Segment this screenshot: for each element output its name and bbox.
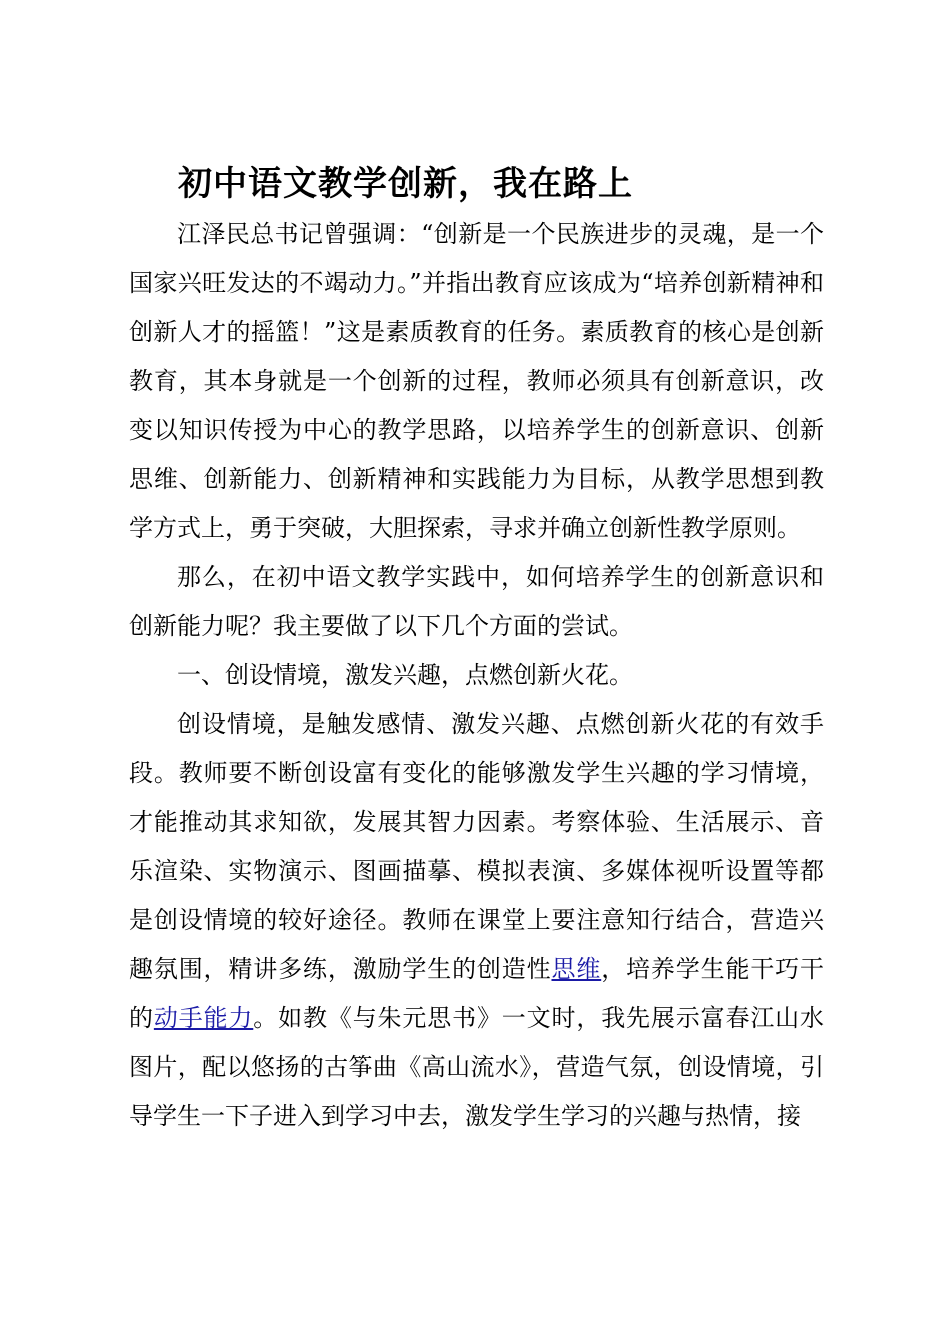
paragraph <box>129 651 824 700</box>
paragraph <box>129 210 824 553</box>
inline-link[interactable]: 思维 <box>551 955 602 983</box>
paragraph-text: 那么，在初中语文教学实践中，如何培养学生的创新意识和创新能力呢？我主要做了以下几个方面的尝试。 <box>129 563 824 640</box>
paragraph-text: 。如教《与朱元思书》一文时，我先展示富春江山水图片，配以悠扬的古筝曲《高山流水》，营造气氛，创设情境，引导学生一下子进入到学习中去，激发学生学习的兴趣与热情，接 <box>129 1004 825 1130</box>
inline-link[interactable]: 动手能力 <box>153 1004 254 1032</box>
document-body <box>129 210 824 1141</box>
paragraph-text: ，培养学生能干巧干的 <box>129 955 825 1032</box>
paragraph-text: 一、创设情境，激发兴趣，点燃创新火花。 <box>177 661 633 689</box>
paragraph-text: 江泽民总书记曾强调：“创新是一个民族进步的灵魂，是一个国家兴旺发达的不竭动力。”并指出教育应该成为“培养创新精神和创新人才的摇篮！”这是素质教育的任务。素质教育的核心是创新教育，其本身就是一个创新的过程，教师必须具有创新意识，改变以知识传授为中心的教学思路，以培养学生的创新意识、创新思维、创新能力、创新精神和实践能力为目标，从教学思想到教学方式上，勇于突破，大胆探索，寻求并确立创新性教学原则。 <box>129 220 824 542</box>
document-title: 初中语文教学创新，我在路上 <box>178 164 633 204</box>
paragraph <box>129 553 824 651</box>
paragraph <box>129 700 824 1141</box>
paragraph-text: 创设情境，是触发感情、激发兴趣、点燃创新火花的有效手段。教师要不断创设富有变化的能够激发学生兴趣的学习情境，才能推动其求知欲，发展其智力因素。考察体验、生活展示、音乐渲染、实物演示、图画描摹、模拟表演、多媒体视听设置等都是创设情境的较好途径。教师在课堂上要注意知行结合，营造兴趣氛围，精讲多练，激励学生的创造性 <box>129 710 824 983</box>
